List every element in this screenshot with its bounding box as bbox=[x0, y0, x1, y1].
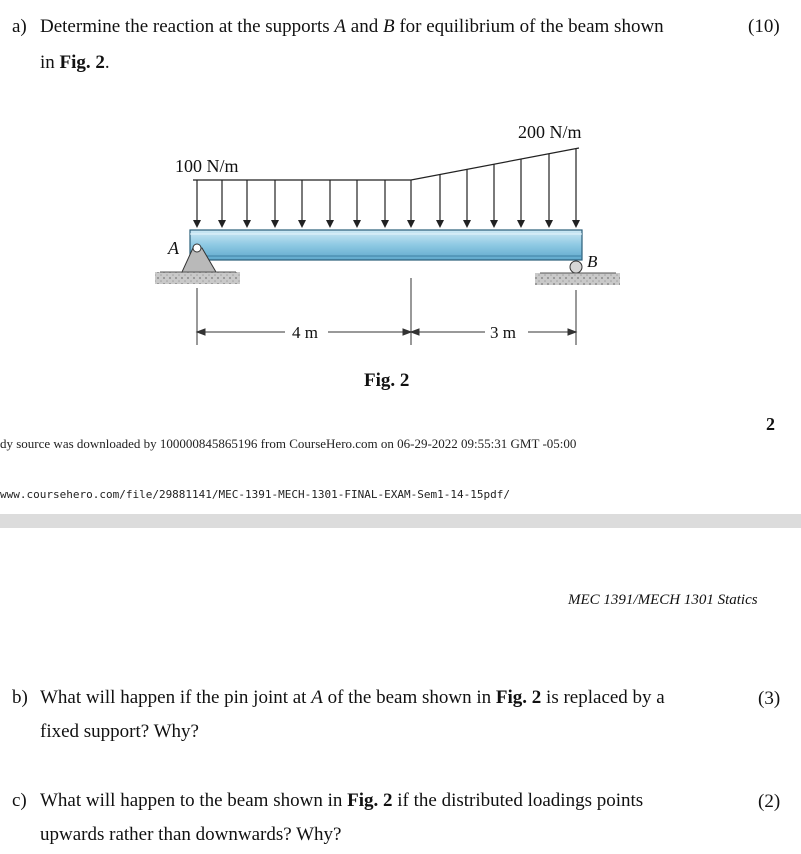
question-b-line2: fixed support? Why? bbox=[40, 721, 199, 742]
question-b-line1 bbox=[40, 681, 665, 715]
load-arrow-head bbox=[381, 220, 389, 228]
qc-text-2: if the distributed loadings points bbox=[392, 790, 644, 811]
qa-text-2: and bbox=[346, 16, 383, 37]
qa-var-b: B bbox=[382, 16, 395, 37]
qc-fig-ref: Fig. 2 bbox=[347, 790, 393, 811]
qa-text-3: for equilibrium of the beam shown bbox=[394, 16, 664, 37]
dimension-3m: 3 m bbox=[490, 323, 516, 342]
question-c-line2: upwards rather than downwards? Why? bbox=[40, 824, 342, 845]
qb-fig-ref: Fig. 2 bbox=[495, 687, 542, 708]
load-arrow-head bbox=[517, 220, 525, 228]
qb-text-2: of the beam shown in bbox=[322, 687, 496, 708]
qb-text-1: What will happen if the pin joint at bbox=[40, 687, 312, 708]
question-b-label: b) bbox=[12, 687, 28, 708]
load-arrow-head bbox=[407, 220, 415, 228]
page-separator bbox=[0, 514, 801, 528]
beam-figure bbox=[0, 110, 801, 370]
dimension-lines bbox=[197, 278, 576, 345]
source-url[interactable]: www.coursehero.com/file/29881141/MEC-1391-MECH-1301-FINAL-EXAM-Sem1-14-15pdf/ bbox=[0, 488, 510, 501]
qa-text-5: . bbox=[104, 52, 110, 73]
qb-var-a: A bbox=[311, 687, 323, 708]
ground-a bbox=[155, 272, 240, 284]
course-header: MEC 1391/MECH 1301 Statics bbox=[568, 592, 758, 608]
question-a-label: a) bbox=[12, 16, 27, 37]
load-arrow-head bbox=[463, 220, 471, 228]
load-arrow-head bbox=[326, 220, 334, 228]
dimension-4m: 4 m bbox=[292, 323, 318, 342]
load-arrow-head bbox=[545, 220, 553, 228]
support-b-label: B bbox=[587, 252, 598, 271]
question-b-marks: (3) bbox=[758, 688, 781, 709]
qa-text-4: in bbox=[40, 52, 60, 73]
load-label-right: 200 N/m bbox=[518, 122, 582, 142]
page-number: 2 bbox=[766, 414, 775, 434]
qa-var-a: A bbox=[334, 16, 347, 37]
qc-text-1: What will happen to the beam shown in bbox=[40, 790, 348, 811]
question-c-label: c) bbox=[12, 790, 27, 811]
question-a-marks: (10) bbox=[748, 16, 780, 37]
figure-caption: Fig. 2 bbox=[364, 370, 410, 391]
qa-text-1: Determine the reaction at the supports bbox=[40, 16, 335, 37]
question-a-line1 bbox=[40, 10, 664, 44]
load-arrow-head bbox=[490, 220, 498, 228]
distributed-load bbox=[193, 148, 580, 228]
load-arrow-head bbox=[353, 220, 361, 228]
roller-support-b bbox=[535, 261, 620, 285]
download-notice: dy source was downloaded by 100000845865196 from CourseHero.com on 06-29-2022 09:55:31 GMT -05:00 bbox=[0, 436, 577, 451]
load-arrow-head bbox=[218, 220, 226, 228]
question-a-line2 bbox=[40, 46, 110, 80]
load-arrow-head bbox=[436, 220, 444, 228]
qa-fig-ref: Fig. 2 bbox=[59, 52, 105, 73]
ground-b bbox=[535, 273, 620, 285]
load-arrow-head bbox=[271, 220, 279, 228]
load-arrow-head bbox=[243, 220, 251, 228]
question-c-line1 bbox=[40, 784, 643, 818]
beam bbox=[190, 230, 582, 260]
qb-text-3: is replaced by a bbox=[541, 687, 665, 708]
load-label-left: 100 N/m bbox=[175, 156, 239, 176]
load-arrow-head bbox=[193, 220, 201, 228]
question-c-marks: (2) bbox=[758, 791, 781, 812]
load-arrow-head bbox=[298, 220, 306, 228]
load-arrow-head bbox=[572, 220, 580, 228]
load-arrows bbox=[193, 149, 580, 228]
support-a-label: A bbox=[168, 238, 179, 258]
